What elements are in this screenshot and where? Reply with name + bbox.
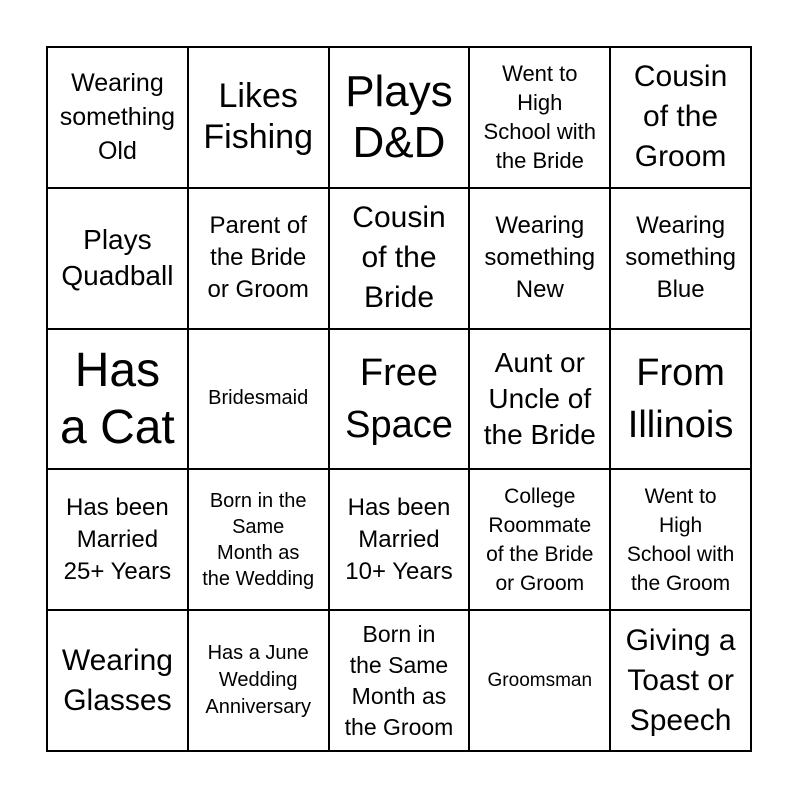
bingo-cell-text: Cousin of the Bride <box>352 201 446 315</box>
bingo-cell-high-school-bride[interactable] <box>470 48 611 189</box>
bingo-cell-married-25-years[interactable] <box>48 470 189 611</box>
bingo-cell-text: Bridesmaid <box>208 387 309 410</box>
bingo-cell-wearing-glasses[interactable] <box>48 611 189 752</box>
bingo-cell-married-10-years[interactable] <box>330 470 471 611</box>
bingo-cell-high-school-groom[interactable] <box>611 470 752 611</box>
bingo-cell-cousin-groom[interactable] <box>611 48 752 189</box>
bingo-cell-text: Cousin of the Groom <box>633 60 728 174</box>
bingo-cell-wearing-something-new[interactable] <box>470 189 611 330</box>
bingo-cell-text: Went to High School with the Bride <box>483 61 597 174</box>
bingo-cell-has-a-cat[interactable] <box>48 330 189 471</box>
bingo-cell-text: Has a June Wedding Anniversary <box>205 642 311 719</box>
bingo-cell-text: Wearing something Old <box>59 69 176 166</box>
bingo-cell-bridesmaid[interactable] <box>189 330 330 471</box>
bingo-cell-groomsman[interactable] <box>470 611 611 752</box>
bingo-cell-text: Likes Fishing <box>203 77 313 157</box>
bingo-cell-text: Plays Quadball <box>61 224 174 292</box>
bingo-cell-plays-quadball[interactable] <box>48 189 189 330</box>
bingo-cell-cousin-bride[interactable] <box>330 189 471 330</box>
bingo-cell-likes-fishing[interactable] <box>189 48 330 189</box>
bingo-cell-aunt-uncle-bride[interactable] <box>470 330 611 471</box>
bingo-cell-text: Born in the Same Month as the Groom <box>344 620 454 740</box>
bingo-cell-june-anniversary[interactable] <box>189 611 330 752</box>
bingo-cell-college-roommate[interactable] <box>470 470 611 611</box>
bingo-cell-text: Born in the Same Month as the Wedding <box>202 489 315 590</box>
bingo-cell-free-space[interactable] <box>330 330 471 471</box>
bingo-cell-text: Parent of the Bride or Groom <box>207 212 309 304</box>
bingo-cell-parent-bride-groom[interactable] <box>189 189 330 330</box>
bingo-cell-text: Wearing something Blue <box>625 212 736 304</box>
bingo-cell-text: Wearing Glasses <box>61 643 173 717</box>
bingo-cell-text: Plays D&D <box>345 67 453 168</box>
bingo-cell-text: Giving a Toast or Speech <box>625 623 736 737</box>
bingo-cell-text: Has been Married 25+ Years <box>63 493 172 585</box>
bingo-cell-text: From Illinois <box>627 351 734 446</box>
bingo-cell-born-same-month-wedding[interactable] <box>189 470 330 611</box>
bingo-cell-text: Has a Cat <box>60 343 175 454</box>
bingo-cell-giving-toast[interactable] <box>611 611 752 752</box>
bingo-cell-wearing-something-old[interactable] <box>48 48 189 189</box>
bingo-cell-wearing-something-blue[interactable] <box>611 189 752 330</box>
bingo-cell-plays-dnd[interactable] <box>330 48 471 189</box>
bingo-cell-text: College Roommate of the Bride or Groom <box>486 484 594 595</box>
bingo-cell-born-same-month-groom[interactable] <box>330 611 471 752</box>
bingo-cell-text: Aunt or Uncle of the Bride <box>483 346 596 450</box>
bingo-board <box>46 46 752 752</box>
bingo-cell-text: Free Space <box>345 351 453 446</box>
bingo-cell-text: Groomsman <box>487 669 593 691</box>
bingo-cell-text: Went to High School with the Groom <box>626 484 735 595</box>
bingo-cell-text: Has been Married 10+ Years <box>345 493 453 585</box>
bingo-cell-text: Wearing something New <box>484 212 596 304</box>
bingo-cell-from-illinois[interactable] <box>611 330 752 471</box>
